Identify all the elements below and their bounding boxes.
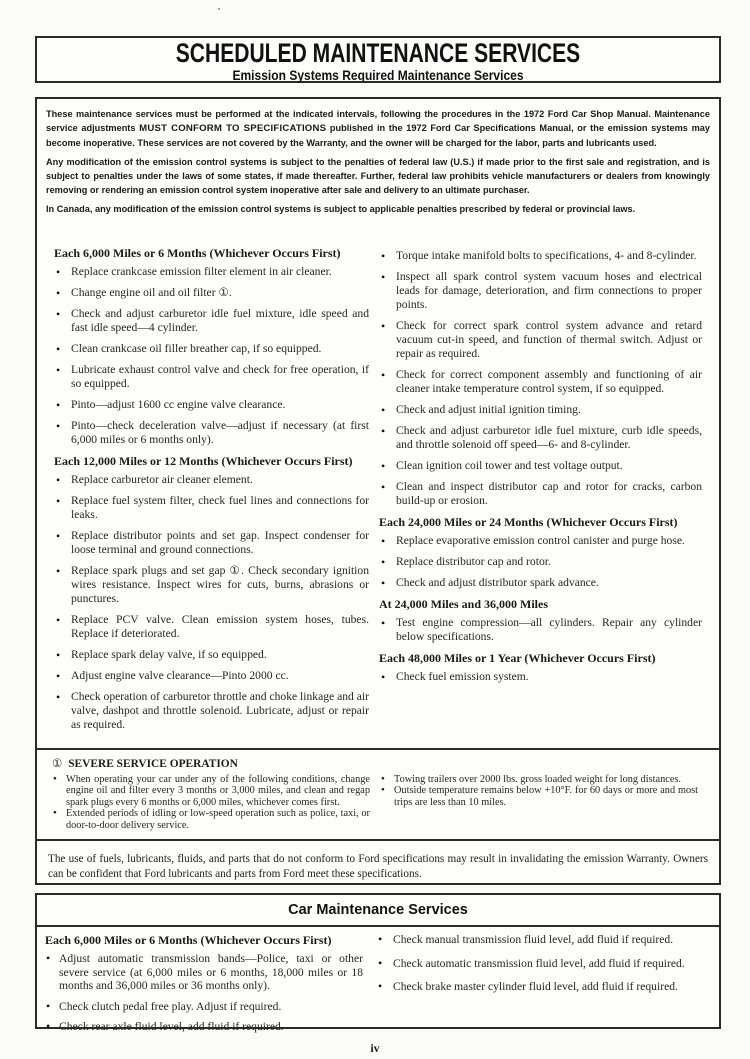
bullet-icon: • — [378, 932, 383, 946]
list-item — [377, 957, 697, 971]
bullet-icon: • — [381, 270, 386, 284]
list-item — [379, 459, 702, 473]
bullet-icon: • — [381, 480, 386, 494]
notice-paragraph-shop-manual — [46, 107, 710, 150]
list-item — [52, 808, 370, 831]
list-item — [377, 980, 697, 994]
list-item — [54, 564, 369, 606]
list-item-text: Check and adjust initial ignition timing. — [396, 403, 581, 416]
list-item — [54, 398, 369, 412]
severe-left-column — [52, 774, 370, 831]
list-item — [54, 307, 369, 335]
list-item-text: Check and adjust carburetor idle fuel mixture, curb idle speeds, and throttle solenoid off speed—6- and 8-cylinder. — [396, 424, 702, 451]
list-item — [379, 480, 702, 508]
list-item — [54, 473, 369, 487]
list-item-text: Clean ignition coil tower and test voltage output. — [396, 459, 623, 472]
list-item — [45, 1000, 363, 1014]
list-item — [379, 368, 702, 396]
bullet-icon: • — [53, 807, 57, 820]
list-item — [379, 270, 702, 312]
list-item-text: Check operation of carburetor throttle and choke linkage and air valve, dashpot and throttle solenoid. Lubricate, adjust or repair as required. — [71, 690, 369, 731]
list-item — [54, 342, 369, 356]
list-item — [54, 613, 369, 641]
list-item — [379, 670, 702, 684]
list-item-text: Check and adjust distributor spark advance. — [396, 576, 599, 589]
list-item-text: Towing trailers over 2000 lbs. gross loaded weight for long distances. — [394, 774, 681, 785]
bullet-icon: • — [56, 342, 61, 356]
list-item — [54, 648, 369, 662]
notice-emphasis: MUST CONFORM TO SPECIFICATIONS — [139, 123, 327, 134]
list-item — [54, 419, 369, 447]
list-item-text: Replace spark plugs and set gap ①. Check secondary ignition wires resistance. Inspect wires for cuts, burns, abrasions or punctures. — [71, 564, 369, 605]
list-item — [379, 249, 702, 263]
bullet-icon: • — [381, 555, 386, 569]
list-item-text: Pinto—adjust 1600 cc engine valve clearance. — [71, 398, 286, 411]
list-item — [379, 555, 702, 569]
title-box — [35, 36, 721, 83]
list-item-text: Check clutch pedal free play. Adjust if required. — [59, 999, 282, 1013]
list-item — [54, 265, 369, 279]
print-speck — [218, 8, 220, 10]
list-item-text: Check for correct component assembly and functioning of air cleaner intake temperature control system, if so equipped. — [396, 368, 702, 395]
bullet-icon: • — [381, 424, 386, 438]
list-item-text: Replace distributor points and set gap. Inspect condenser for loose terminal and ground connections. — [71, 529, 369, 556]
list-item — [54, 363, 369, 391]
list-item-text: Inspect all spark control system vacuum hoses and electrical leads for damage, deterioration, and firm connections to proper points. — [396, 270, 702, 311]
bullet-icon: • — [56, 398, 61, 412]
list-item-text: Test engine compression—all cylinders. Repair any cylinder below specifications. — [396, 616, 702, 643]
list-item-text: Check automatic transmission fluid level, add fluid if required. — [393, 956, 685, 970]
warranty-note: The use of fuels, lubricants, fluids, and parts that do not conform to Ford specifications may result in invalidating the emission Warranty. Owners can be confident that Ford lubricants and parts from Ford meet these specifications. — [48, 853, 708, 880]
emission-schedule-box — [35, 220, 721, 750]
bullet-icon: • — [381, 616, 386, 630]
bullet-icon: • — [56, 419, 61, 433]
list-item — [54, 669, 369, 683]
notice-paragraph-canada: In Canada, any modification of the emission control systems is subject to applicable penalties prescribed by federal or provincial laws. — [46, 204, 636, 214]
list-item — [379, 403, 702, 417]
list-item-text: Clean and inspect distributor cap and rotor for cracks, carbon build-up or erosion. — [396, 480, 702, 507]
bullet-icon: • — [56, 669, 61, 683]
severe-right-column — [380, 774, 698, 808]
bullet-icon: • — [56, 613, 61, 627]
page-title: SCHEDULED MAINTENANCE SERVICES — [175, 38, 581, 68]
list-item-text: Check rear axle fluid level, add fluid if required. — [59, 1020, 284, 1033]
list-item-text: Replace crankcase emission filter element in air cleaner. — [71, 265, 332, 278]
list-item-text: Adjust automatic transmission bands—Police, taxi or other severe service (at 6,000 miles or 6 months, 18,000 miles or 18 months and 36,000 miles or 36 months only). — [59, 952, 363, 992]
bullet-icon: • — [381, 534, 386, 548]
list-item-text: Check manual transmission fluid level, add fluid if required. — [393, 933, 674, 946]
interval-heading: Each 6,000 Miles or 6 Months (Whichever Occurs First) — [54, 246, 341, 260]
list-item — [54, 494, 369, 522]
list-item — [377, 933, 697, 947]
list-item — [54, 286, 369, 300]
bullet-icon: • — [46, 951, 51, 965]
bullet-icon: • — [56, 494, 61, 508]
bullet-icon: • — [56, 286, 61, 300]
notice-text: published in the 1972 Ford Car Specifications Manual, or the emission systems may become inoperative. These services are not covered by the Warranty, and the owner will be charged for the labor, parts and lubricants used. — [46, 123, 710, 148]
bullet-icon: • — [56, 473, 61, 487]
bullet-icon: • — [53, 773, 57, 785]
emission-left-column — [54, 246, 369, 739]
bullet-icon: • — [381, 403, 386, 417]
interval-heading: Each 24,000 Miles or 24 Months (Whichever Occurs First) — [379, 515, 678, 529]
list-item-text: Change engine oil and oil filter ①. — [71, 286, 232, 299]
list-item-text: Check brake master cylinder fluid level, add fluid if required. — [393, 980, 678, 993]
warranty-note-box — [35, 839, 721, 885]
bullet-icon: • — [381, 368, 386, 382]
bullet-icon: • — [46, 1019, 51, 1033]
notice-text: These maintenance services must be performed at the indicated intervals, following the procedures in the 1972 Ford Car Shop Manual. Maintenance service adjustments — [46, 109, 710, 133]
severe-service-title: SEVERE SERVICE OPERATION — [68, 758, 238, 770]
emission-right-column — [379, 249, 702, 691]
list-item — [54, 690, 369, 732]
list-item — [52, 774, 370, 808]
list-item-text: Replace fuel system filter, check fuel lines and connections for leaks. — [71, 494, 369, 521]
car-right-column — [377, 933, 697, 1004]
bullet-icon: • — [381, 576, 386, 590]
list-item-text: Replace carburetor air cleaner element. — [71, 473, 253, 486]
list-item-text: Clean crankcase oil filler breather cap, if so equipped. — [71, 342, 322, 355]
bullet-icon: • — [381, 670, 386, 684]
page-subtitle: Emission Systems Required Maintenance Services — [232, 67, 524, 83]
bullet-icon: • — [56, 648, 61, 662]
bullet-icon: • — [46, 998, 51, 1013]
notice-paragraph-federal-law: Any modification of the emission control systems is subject to the penalties of federal law (U.S.) if made prior to the first sale and registration, and is subject to penalties under the laws of some states, if made thereafter. Further, federal law prohibits vehicle manufacturers or dealers from knowingly removing or rendering an emission control system inoperative after sale and delivery to an ultimate purchaser. — [46, 157, 710, 195]
bullet-icon: • — [381, 784, 385, 797]
bullet-icon: • — [381, 773, 385, 785]
footnote-marker-icon: ① — [52, 758, 63, 770]
bullet-icon: • — [378, 979, 383, 993]
car-left-column — [45, 933, 363, 1041]
list-item-text: Check for correct spark control system advance and retard vacuum cut-in speed, and function of thermal switch. Adjust or repair as required. — [396, 319, 702, 360]
page-number: iv — [370, 1041, 380, 1055]
list-item-text: Adjust engine valve clearance—Pinto 2000 cc. — [71, 669, 289, 682]
notice-box — [35, 97, 721, 222]
list-item — [380, 785, 698, 808]
list-item — [379, 319, 702, 361]
list-item — [379, 424, 702, 452]
car-interval-heading: Each 6,000 Miles or 6 Months (Whichever Occurs First) — [45, 933, 332, 947]
bullet-icon: • — [381, 459, 386, 473]
list-item-text: When operating your car under any of the following conditions, change engine oil and filter every 3 months or 3,000 miles, and clean and regap spark plugs every 6 months or 6,000 miles, whichever comes first. — [66, 774, 370, 808]
bullet-icon: • — [56, 363, 61, 377]
list-item-text: Outside temperature remains below +10°F. for 60 days or more and most trips are less than 10 miles. — [394, 785, 698, 808]
bullet-icon: • — [56, 564, 61, 578]
bullet-icon: • — [381, 319, 386, 333]
list-item-text: Replace evaporative emission control canister and purge hose. — [396, 534, 685, 547]
interval-heading: Each 48,000 Miles or 1 Year (Whichever Occurs First) — [379, 651, 656, 665]
list-item — [379, 616, 702, 644]
list-item — [54, 529, 369, 557]
car-maintenance-title: Car Maintenance Services — [37, 895, 719, 927]
bullet-icon: • — [56, 265, 61, 279]
bullet-icon: • — [378, 955, 383, 970]
list-item-text: Check and adjust carburetor idle fuel mixture, idle speed and fast idle speed—4 cylinder. — [71, 307, 369, 334]
list-item — [379, 576, 702, 590]
bullet-icon: • — [56, 307, 61, 321]
severe-service-box — [35, 748, 721, 841]
car-maintenance-box — [35, 893, 721, 1033]
list-item-text: Extended periods of idling or low-speed operation such as police, taxi, or door-to-door delivery service. — [66, 808, 370, 831]
list-item-text: Check fuel emission system. — [396, 670, 529, 683]
interval-heading: Each 12,000 Miles or 12 Months (Whichever Occurs First) — [54, 454, 353, 468]
list-item — [45, 1020, 363, 1034]
list-item — [45, 952, 363, 993]
severe-service-heading — [52, 757, 704, 771]
list-item — [380, 774, 698, 785]
interval-heading: At 24,000 Miles and 36,000 Miles — [379, 597, 548, 611]
list-item-text: Replace distributor cap and rotor. — [396, 555, 551, 568]
bullet-icon: • — [381, 249, 386, 263]
list-item-text: Torque intake manifold bolts to specifications, 4- and 8-cylinder. — [396, 249, 697, 262]
list-item-text: Pinto—check deceleration valve—adjust if necessary (at first 6,000 miles or 6 months only). — [71, 419, 369, 446]
list-item — [379, 534, 702, 548]
list-item-text: Replace PCV valve. Clean emission system hoses, tubes. Replace if deteriorated. — [71, 613, 369, 640]
bullet-icon: • — [56, 690, 61, 704]
bullet-icon: • — [56, 529, 61, 543]
list-item-text: Lubricate exhaust control valve and check for free operation, if so equipped. — [71, 363, 369, 390]
list-item-text: Replace spark delay valve, if so equipped. — [71, 648, 267, 661]
